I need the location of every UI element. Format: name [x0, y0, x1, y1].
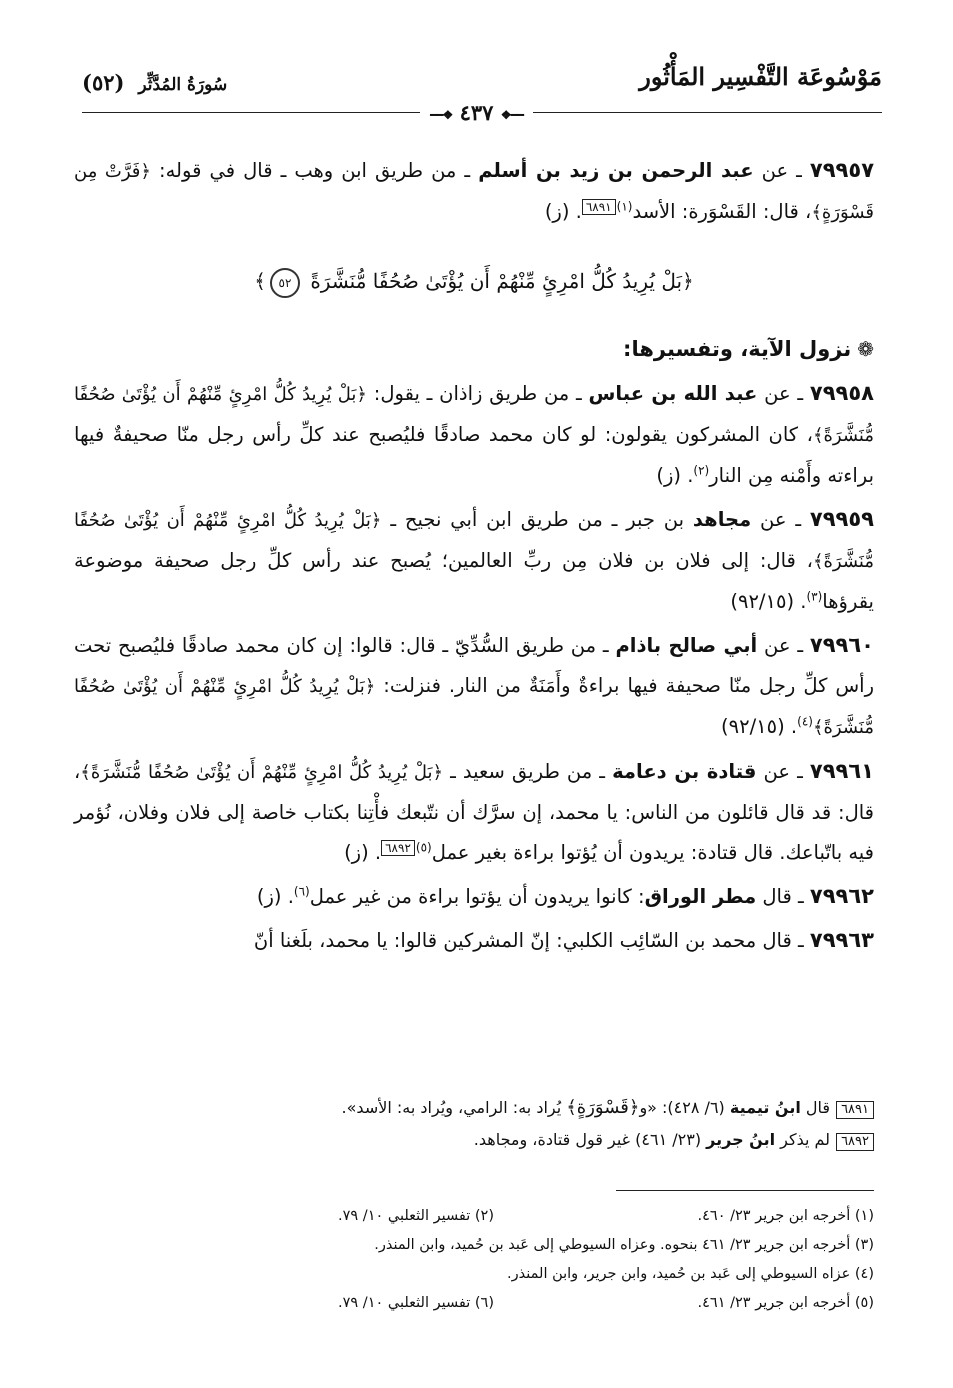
commentary-notes — [74, 1092, 874, 1156]
quran-quote: ﴿بَلْ يُرِيدُ كُلُّ امْرِئٍ مِّنْهُمْ أَن يُؤْتَىٰ صُحُفًا مُّنَشَّرَةً﴾ — [74, 384, 874, 446]
commentary-ref-box: ٦٨٩٢ — [381, 840, 415, 856]
quran-quote: ﴿بَلْ يُرِيدُ كُلُّ امْرِئٍ مِّنْهُمْ أَن يُؤْتَىٰ صُحُفًا مُّنَشَّرَةً﴾ — [74, 676, 874, 738]
flower-ornament-icon: ❁ — [857, 337, 874, 361]
ornament-right-icon: ❖━━ — [500, 107, 523, 122]
narrator-name: قتادة بن دعامة — [612, 760, 757, 783]
narration-entry: ٧٩٩٥٩ ـ عن مجاهد بن جبر ـ من طريق ابن أبي نجيح ـ ﴿بَلْ يُرِيدُ كُلُّ امْرِئٍ مِّنْهُمْ أَن يُؤْتَىٰ صُحُفًا مُّنَشَّرَةً﴾، قال: إلى فلان بن فلان مِن ربِّ العالمين؛ يُصبح عند رأس كلِّ رجل صحيفة موضوعة يقرؤها$^{(٣)}$. (٩٢/١٥) — [74, 507, 874, 613]
footnote-4: (٤) عزاه السيوطي إلى عَبد بن حُميد، وابن جرير، وابن المنذر. — [507, 1266, 874, 1282]
scholar-name: ابنُ جرير — [706, 1130, 776, 1149]
narration-entry: ٧٩٩٦٠ ـ عن أبي صالح باذام ـ من طريق السُّدِّيّ ـ قال: قالوا: إن كان محمد صادقًا فليُصبح تحت رأس كلِّ رجل منّا صحيفة فيها براءةٌ وأَمَنَةٌ من النار. فنزلت: ﴿بَلْ يُرِيدُ كُلُّ امْرِئٍ مِّنْهُمْ أَن يُؤْتَىٰ صُحُفًا مُّنَشَّرَةً﴾$^{(٤)}$. (٩٢/١٥) — [74, 633, 874, 738]
page-number: ٤٣٧ — [459, 100, 494, 125]
narration-entry: ٧٩٩٥٨ ـ عن عبد الله بن عباس ـ من طريق زاذان ـ يقول: ﴿بَلْ يُرِيدُ كُلُّ امْرِئٍ مِّنْهُمْ أَن يُؤْتَىٰ صُحُفًا مُّنَشَّرَةً﴾، كان المشركون يقولون: لو كان محمد صادقًا فليُصبح عند كلِّ رأس رجل منّا صحيفةٌ فيها براءته وأَمْنه مِن النار$^{(٢)}$. (ز) — [74, 381, 874, 487]
footnote-6: (٦) تفسير الثعلبي ١٠/ ٧٩. — [338, 1295, 494, 1311]
footnote-marker: (٦) — [293, 884, 310, 899]
narrator-name: عبد الله بن عباس — [588, 382, 758, 405]
ornament-left-icon: ━━❖ — [430, 107, 453, 122]
book-title: مَوْسُوعَة التَّفْسِير المَأْثُور — [639, 62, 882, 91]
page-number-block — [420, 100, 533, 125]
narration-entry: ٧٩٩٥٧ ـ عن عبد الرحمن بن زيد بن أسلم ـ من طريق ابن وهب ـ قال في قوله: ﴿فَرَّتْ مِن قَسْوَرَةٍ﴾، قال: القَسْوَرة: الأسد$^{(١)}$٦٨٩١. (ز) — [74, 158, 875, 223]
quran-quote: ﴿قَسْوَرَةٍ﴾ — [566, 1097, 640, 1118]
entry-number: ٧٩٩٦٢ — [809, 884, 874, 908]
footnote-marker: (١) — [616, 199, 633, 214]
quran-quote: ﴿بَلْ يُرِيدُ كُلُّ امْرِئٍ مِّنْهُمْ أَن يُؤْتَىٰ صُحُفًا مُّنَشَّرَةً﴾ — [80, 762, 444, 783]
section-heading — [74, 329, 874, 369]
narrator-name: مجاهد — [692, 508, 752, 531]
narration-entry: ٧٩٩٦١ ـ عن قتادة بن دعامة ـ من طريق سعيد ـ ﴿بَلْ يُرِيدُ كُلُّ امْرِئٍ مِّنْهُمْ أَن يُؤْتَىٰ صُحُفًا مُّنَشَّرَةً﴾، قال: قد قال قائلون من الناس: يا محمد، إن سرَّك أن نتّبعك فأْتِنا بكتاب خاصة إلى فلان وفلان، نُؤمر فيه باتّباعك. قال قتادة: يريدون أن يُؤتوا براءة بغير عمل$^{(٥)}$٦٨٩٢. (ز) — [74, 759, 874, 864]
ayah-verse: ﴿بَلْ يُرِيدُ كُلُّ امْرِئٍ مِّنْهُمْ أَن يُؤْتَىٰ صُحُفًا مُّنَشَّرَةً ٥٢﴾ — [74, 261, 874, 301]
entry-number: ٧٩٩٦٣ — [809, 928, 874, 952]
narration-entry: ٧٩٩٦٢ ـ قال مطر الوراق: كانوا يريدون أن يؤتوا براءة من غير عمل$^{(٦)}$. (ز) — [256, 884, 874, 908]
surah-heading — [82, 70, 227, 95]
footnote-marker: (٤) — [797, 714, 813, 729]
narrator-name: محمد بن السّائِب الكلبي — [562, 929, 757, 952]
commentary-ref-box: ٦٨٩١ — [582, 199, 616, 215]
narrator-name: مطر الوراق — [644, 885, 757, 908]
commentary-note: ٦٨٩٢لم يذكر ابنُ جرير (٢٣/ ٤٦١) غير قول قتادة، ومجاهد. — [74, 1124, 874, 1156]
section-title: نزول الآية، وتفسيرها: — [623, 337, 852, 361]
footnotes — [74, 1202, 874, 1318]
footnote-2: (٢) تفسير الثعلبي ١٠/ ٧٩. — [338, 1208, 494, 1224]
ayah-text: ﴿بَلْ يُرِيدُ كُلُّ امْرِئٍ مِّنْهُمْ أَن يُؤْتَىٰ صُحُفًا مُّنَشَّرَةً — [310, 269, 694, 293]
footnote-marker: (٢) — [693, 463, 710, 478]
entry-number: ٧٩٩٥٨ — [809, 381, 874, 405]
footnote-3: (٣) أخرجه ابن جرير ٢٣/ ٤٦١ بنحوه. وعزاه السيوطي إلى عَبد بن حُميد، وابن المنذر. — [374, 1237, 874, 1253]
quran-quote: ﴿فَرَّتْ مِن قَسْوَرَةٍ﴾ — [74, 161, 874, 223]
entry-number: ٧٩٩٥٧ — [809, 158, 875, 182]
footnote-marker: (٣) — [806, 589, 823, 604]
footnote-rule — [616, 1190, 874, 1191]
footnote-marker: (٥) — [415, 840, 432, 855]
main-text — [74, 150, 874, 964]
footnote-5: (٥) أخرجه ابن جرير ٢٣/ ٤٦١. — [697, 1295, 874, 1311]
narration-entry: ٧٩٩٦٣ ـ قال محمد بن السّائِب الكلبي: إنّ المشركين قالوا: يا محمد، بلَغنا أنّ — [253, 928, 874, 952]
note-number-box: ٦٨٩٢ — [836, 1133, 874, 1151]
scholar-name: ابنُ تيمية — [729, 1098, 801, 1117]
surah-title: سُورَةُ المُدَّثِّر — [138, 75, 228, 95]
surah-number: (٥٢) — [82, 70, 125, 95]
commentary-note: ٦٨٩١قال ابنُ تيمية (٦/ ٤٢٨): «و﴿قَسْوَرَةٍ﴾ يُراد به: الرامي، ويُراد به: الأسد». — [74, 1092, 874, 1124]
footnote-1: (١) أخرجه ابن جرير ٢٣/ ٤٦٠. — [697, 1208, 874, 1224]
entry-number: ٧٩٩٥٩ — [809, 507, 874, 531]
entry-number: ٧٩٩٦١ — [809, 759, 874, 783]
entry-number: ٧٩٩٦٠ — [809, 633, 874, 657]
narrator-name: عبد الرحمن بن زيد بن أسلم — [478, 159, 754, 182]
quran-quote: ﴿بَلْ يُرِيدُ كُلُّ امْرِئٍ مِّنْهُمْ أَن يُؤْتَىٰ صُحُفًا مُّنَشَّرَةً﴾ — [74, 510, 874, 572]
note-number-box: ٦٨٩١ — [836, 1101, 874, 1119]
ayah-number-marker: ٥٢ — [270, 268, 300, 298]
narrator-name: أبي صالح باذام — [615, 634, 758, 657]
